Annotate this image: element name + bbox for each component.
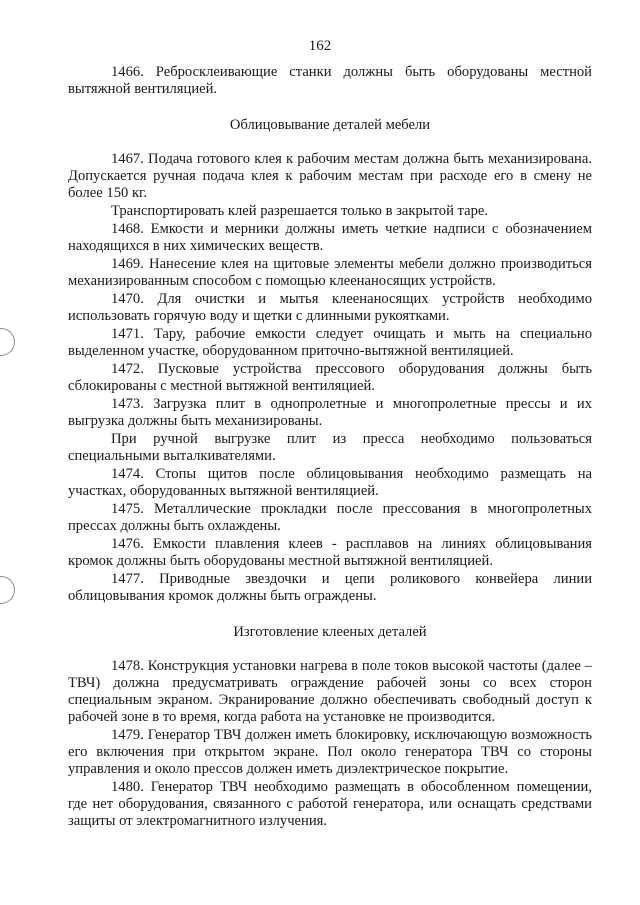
paragraph: 1470. Для очистки и мытья клеенаносящих устройств необходимо использовать горячую воду и щетки с длинными рукоятками. (68, 291, 592, 324)
paragraph: При ручной выгрузке плит из пресса необходимо пользоваться специальными выталкивателями. (68, 431, 592, 464)
document-body (68, 64, 592, 831)
paragraph: Транспортировать клей разрешается только в закрытой таре. (111, 203, 488, 219)
paragraph: 1468. Емкости и мерники должны иметь четкие надписи с обозначением находящихся в них химических веществ. (68, 221, 592, 254)
paragraph: 1478. Конструкция установки нагрева в поле токов высокой частоты (далее – ТВЧ) должна предусматривать ограждение рабочей зоны со всех сторон специальным экраном. Экранирование должно обеспечивать свободный доступ к рабочей зоне в то время, когда работа на установке не производится. (68, 658, 592, 725)
paragraph: 1466. Ребросклеивающие станки должны быть оборудованы местной вытяжной вентиляцией. (68, 64, 592, 97)
paragraph: 1476. Емкости плавления клеев - расплавов на линиях облицовывания кромок должны быть оборудованы местной вытяжной вентиляцией. (68, 536, 592, 569)
section-heading: Облицовывание деталей мебели (229, 117, 431, 133)
paragraph: 1472. Пусковые устройства прессового оборудования должны быть сблокированы с местной вытяжной вентиляцией. (68, 361, 592, 394)
paragraph: 1467. Подача готового клея к рабочим местам должна быть механизирована. Допускается ручная подача клея к рабочим местам при расходе его в смену не более 150 кг. (68, 151, 592, 201)
paragraph: 1469. Нанесение клея на щитовые элементы мебели должно производиться механизированным способом с помощью клеенаносящих устройств. (68, 256, 592, 289)
paragraph: 1474. Стопы щитов после облицовывания необходимо размещать на участках, оборудованных вытяжной вентиляцией. (68, 466, 592, 499)
paragraph: 1477. Приводные звездочки и цепи роликового конвейера линии облицовывания кромок должны быть ограждены. (68, 571, 592, 604)
page-number: 162 (308, 38, 332, 54)
binding-hole-mark (0, 328, 15, 356)
paragraph: 1475. Металлические прокладки после прессования в многопролетных прессах должны быть охлаждены. (68, 501, 592, 534)
binding-hole-mark (0, 576, 15, 604)
paragraph: 1473. Загрузка плит в однопролетные и многопролетные прессы и их выгрузка должны быть механизированы. (68, 396, 592, 429)
paragraph: 1471. Тару, рабочие емкости следует очищать и мыть на специально выделенном участке, оборудованном приточно-вытяжной вентиляцией. (68, 326, 592, 359)
paragraph: 1479. Генератор ТВЧ должен иметь блокировку, исключающую возможность его включения при открытом экране. Пол около генератора ТВЧ со стороны управления и около прессов должен иметь диэлектрическое покрытие. (68, 727, 592, 777)
section-heading: Изготовление клееных деталей (233, 624, 427, 640)
paragraph: 1480. Генератор ТВЧ необходимо размещать в обособленном помещении, где нет оборудования, связанного с работой генератора, или оснащать средствами защиты от электромагнитного излучения. (68, 779, 592, 829)
